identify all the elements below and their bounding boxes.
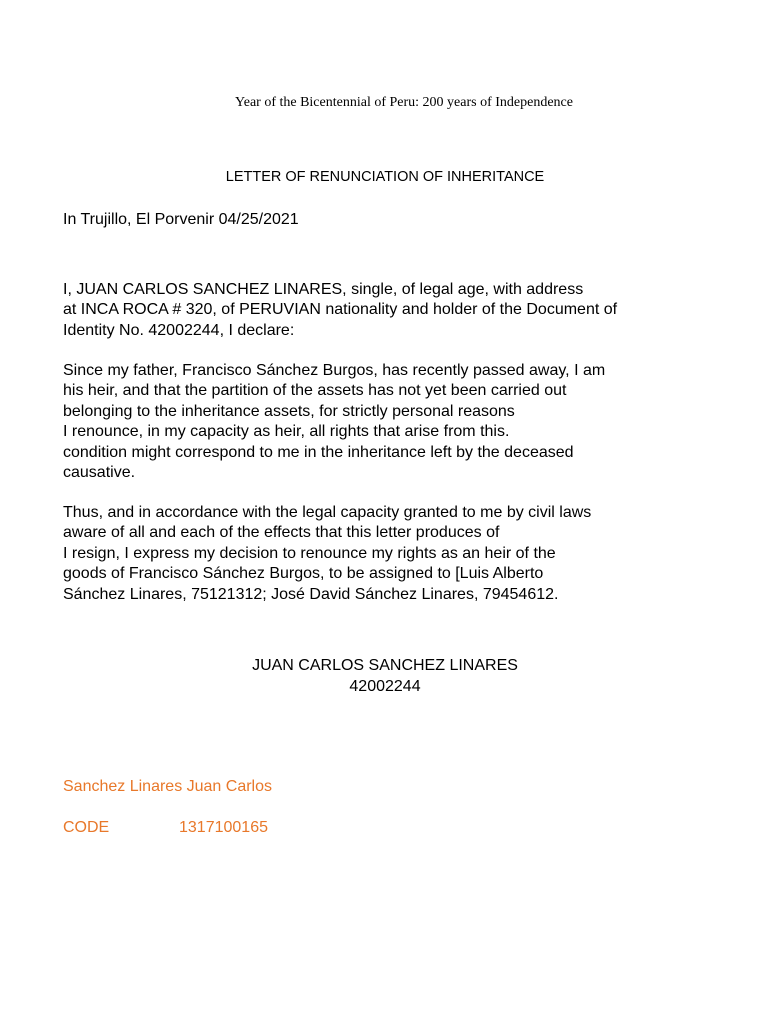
document-title: LETTER OF RENUNCIATION OF INHERITANCE <box>225 169 545 185</box>
paragraph-line: his heir, and that the partition of the assets has not yet been carried out <box>63 382 567 400</box>
signature-name: JUAN CARLOS SANCHEZ LINARES <box>252 657 518 674</box>
paragraph-assignment <box>63 503 743 605</box>
paragraph-line: I resign, I express my decision to renounce my rights as an heir of the <box>63 544 556 562</box>
code-value: 1317100165 <box>179 819 268 836</box>
year-motto: Year of the Bicentennial of Peru: 200 years of Independence <box>235 95 573 110</box>
paragraph-line: belonging to the inheritance assets, for strictly personal reasons <box>63 402 515 420</box>
paragraph-line: Sánchez Linares, 75121312; José David Sánchez Linares, 79454612. <box>63 585 559 603</box>
signature-block <box>0 655 768 697</box>
paragraph-line: Thus, and in accordance with the legal capacity granted to me by civil laws <box>63 504 592 521</box>
paragraph-line: causative. <box>63 464 136 482</box>
paragraph-declaration <box>63 280 743 341</box>
student-name: Sanchez Linares Juan Carlos <box>63 778 273 795</box>
paragraph-line: I, JUAN CARLOS SANCHEZ LINARES, single, of legal age, with address <box>63 281 584 298</box>
paragraph-line: goods of Francisco Sánchez Burgos, to be assigned to [Luis Alberto <box>63 565 544 583</box>
place-date: In Trujillo, El Porvenir 04/25/2021 <box>63 211 299 228</box>
paragraph-line: Identity No. 42002244, I declare: <box>63 321 295 339</box>
code-label: CODE <box>63 819 110 836</box>
paragraph-line: at INCA ROCA # 320, of PERUVIAN nationality and holder of the Document of <box>63 301 618 319</box>
paragraph-line: aware of all and each of the effects that this letter produces of <box>63 524 500 542</box>
student-code-row <box>63 818 268 838</box>
paragraph-line: I renounce, in my capacity as heir, all rights that arise from this. <box>63 423 510 441</box>
paragraph-line: Since my father, Francisco Sánchez Burgos, has recently passed away, I am <box>63 362 606 379</box>
paragraph-line: condition might correspond to me in the inheritance left by the deceased <box>63 443 574 461</box>
signature-id-number: 42002244 <box>349 678 421 695</box>
paragraph-renunciation <box>63 361 743 483</box>
